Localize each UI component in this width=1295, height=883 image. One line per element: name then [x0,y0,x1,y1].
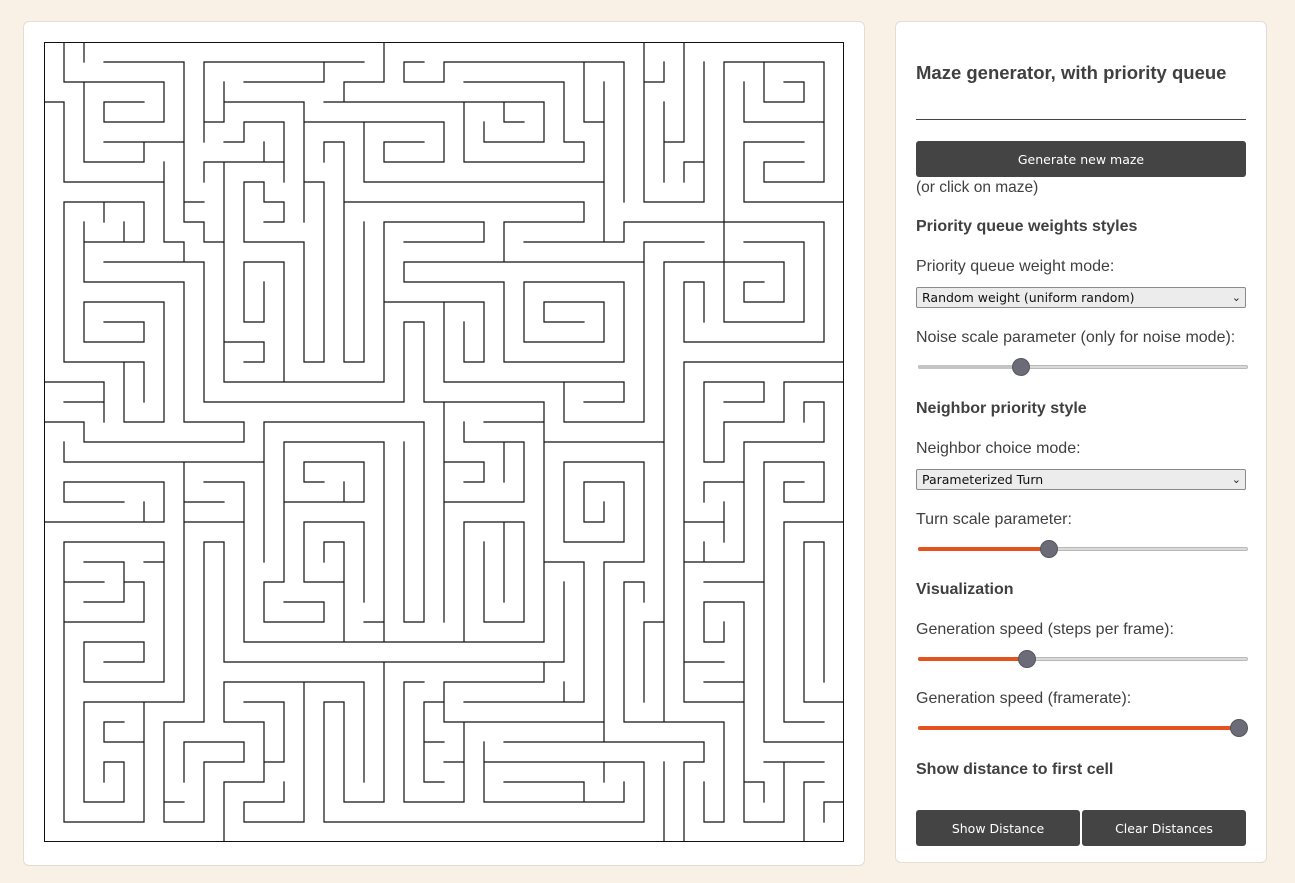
neighbor-mode-select[interactable] [916,469,1246,490]
clear-distances-button[interactable]: Clear Distances [1082,810,1246,846]
speed-steps-slider[interactable] [918,650,1248,668]
slider-thumb[interactable] [1040,540,1058,558]
slider-fill [918,726,1239,730]
maze-walls [44,42,844,842]
maze-canvas[interactable] [44,42,844,842]
generate-maze-button[interactable]: Generate new maze [916,141,1246,177]
slider-fill [918,547,1049,551]
generate-hint: (or click on maze) [916,179,1039,196]
speed-fps-label: Generation speed (framerate): [916,690,1132,707]
panel-title: Maze generator, with priority queue [916,62,1227,83]
neighbor-mode-label: Neighbor choice mode: [916,440,1081,457]
speed-steps-label: Generation speed (steps per frame): [916,621,1174,638]
noise-label: Noise scale parameter (only for noise mode): [916,329,1236,346]
maze-card [23,21,865,866]
neighbor-mode-value: Parameterized Turn [922,472,1044,487]
pq-section-heading: Priority queue weights styles [916,218,1138,235]
slider-thumb[interactable] [1230,719,1248,737]
chevron-down-icon: ⌄ [1231,473,1241,486]
slider-thumb[interactable] [1018,650,1036,668]
turn-label: Turn scale parameter: [916,511,1072,528]
visualization-section-heading: Visualization [916,581,1014,598]
pq-mode-label: Priority queue weight mode: [916,258,1115,275]
neighbor-section-heading: Neighbor priority style [916,400,1087,417]
turn-slider[interactable] [918,540,1248,558]
slider-thumb[interactable] [1012,358,1030,376]
speed-fps-slider[interactable] [918,719,1248,737]
maze-wall-path [44,42,844,842]
pq-mode-select[interactable] [916,287,1246,308]
noise-slider[interactable] [918,358,1248,376]
title-divider [916,119,1246,120]
slider-fill [918,365,1021,369]
pq-mode-value: Random weight (uniform random) [922,290,1135,305]
distance-section-heading: Show distance to first cell [916,761,1114,778]
slider-fill [918,657,1027,661]
chevron-down-icon: ⌄ [1231,291,1241,304]
show-distance-button[interactable]: Show Distance [916,810,1080,846]
control-panel [895,21,1267,863]
